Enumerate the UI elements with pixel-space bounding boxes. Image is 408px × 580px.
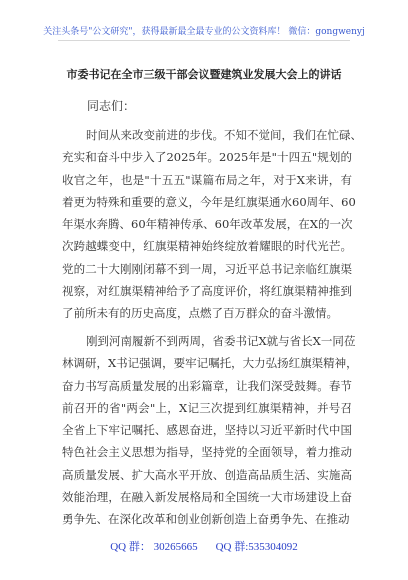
paragraph-line: 年渠水奔腾、60年精神传承、60年改革发展，在X的一次 <box>62 217 353 232</box>
paragraph-2 <box>62 330 358 531</box>
paragraph-line: 视察，对红旗渠精神给予了高度评价，将红旗渠精神推到 <box>62 284 352 299</box>
paragraph-line: 刚到河南履新不到两周，省委书记X就与省长X一同莅 <box>86 334 356 348</box>
greeting: 同志们： <box>87 99 136 113</box>
paragraph-line: 充实和奋斗中步入了2025年。2025年是"十四五"规划的 <box>62 150 352 165</box>
paragraph-line: 收官之年，也是"十五五"谋篇布局之年，对于X来讲，有 <box>62 172 352 187</box>
paragraph-line: 了前所未有的历史高度，点燃了百万群众的奋斗激情。 <box>62 306 338 321</box>
footer-contact <box>0 538 408 554</box>
paragraph-line: 前召开的省"两会"上，X记三次提到红旗渠精神，并号召 <box>62 400 352 415</box>
paragraph-line: 效能治理，在融入新发展格局和全国统一大市场建设上奋 <box>62 490 352 505</box>
document-title: 市委书记在全市三级干部会议暨建筑业发展大会上的讲话 <box>66 68 342 81</box>
header-promo-text: 关注头条号"公文研究"，获得最新最全最专业的公文资料库！ 微信：gongwenyj <box>43 27 365 37</box>
paragraph-line: 党的二十大刚刚闭幕不到一周，习近平总书记亲临红旗渠 <box>62 261 352 276</box>
paragraph-line: 高质量发展、扩大高水平开放、创造高品质生活、实施高 <box>62 467 352 482</box>
header-divider <box>58 40 350 41</box>
paragraph-line: 林调研，X书记强调，要牢记嘱托，大力弘扬红旗渠精神， <box>62 356 358 371</box>
paragraph-line: 特色社会主义思想为指导，坚持党的全面领导，着力推动 <box>62 445 352 460</box>
paragraph-line: 全省上下牢记嘱托、感恩奋进，坚持以习近平新时代中国 <box>62 423 352 438</box>
footer-qq-group-2: QQ 群:535304092 <box>215 541 298 553</box>
paragraph-line: 次跨越蝶变中，红旗渠精神始终绽放着耀眼的时代光芒。 <box>62 239 352 254</box>
paragraph-line: 时间从来改变前进的步伐。不知不觉间，我们在忙碌、 <box>86 128 362 142</box>
footer-qq-group-1: QQ 群： 30265665 <box>110 541 198 553</box>
paragraph-line: 奋力书写高质量发展的出彩篇章，让我们深受鼓舞。春节 <box>62 378 352 393</box>
paragraph-line: 着更为特殊和重要的意义，今年是红旗渠通水60周年、60 <box>62 194 356 209</box>
paragraph-line: 勇争先、在深化改革和创业创新创造上奋勇争先、在推动 <box>62 512 350 527</box>
paragraph-1 <box>62 124 362 325</box>
